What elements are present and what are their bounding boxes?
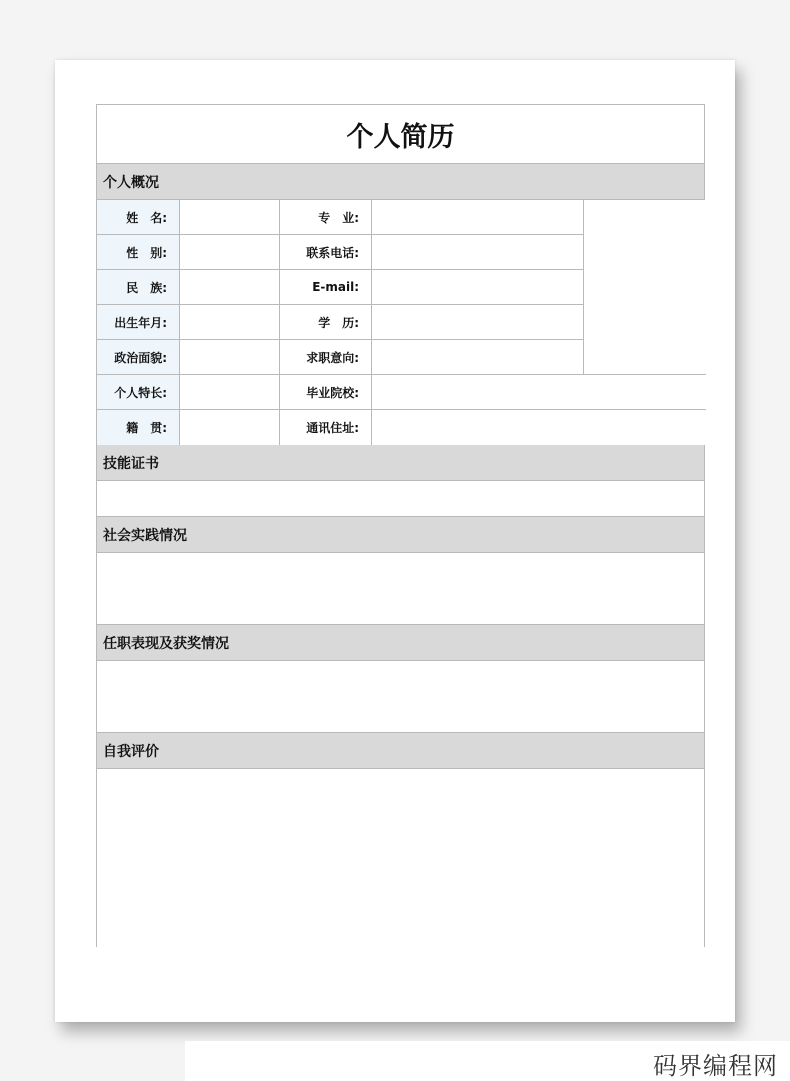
field-label-right: 求职意向: — [280, 340, 372, 375]
field-value-left[interactable] — [180, 410, 280, 445]
resume-table — [96, 104, 705, 947]
field-value-left[interactable] — [180, 305, 280, 340]
section-header-work: 任职表现及获奖情况 — [97, 625, 704, 661]
field-label-right: 通讯住址: — [280, 410, 372, 445]
field-label-left: 姓 名: — [97, 200, 180, 235]
section-header-self: 自我评价 — [97, 733, 704, 769]
field-value-left[interactable] — [180, 270, 280, 305]
skills-content-area[interactable] — [97, 481, 704, 517]
field-value-left[interactable] — [180, 200, 280, 235]
field-label-left: 民 族: — [97, 270, 180, 305]
field-label-right: 专 业: — [280, 200, 372, 235]
practice-content-area[interactable] — [97, 553, 704, 625]
field-label-left: 政治面貌: — [97, 340, 180, 375]
field-label-left: 个人特长: — [97, 375, 180, 410]
field-label-right: 毕业院校: — [280, 375, 372, 410]
page-title: 个人简历 — [97, 105, 704, 164]
site-watermark: 码界编程网 — [653, 1052, 778, 1080]
field-label-left: 性 别: — [97, 235, 180, 270]
section-header-skills: 技能证书 — [97, 445, 704, 481]
field-label-left: 出生年月: — [97, 305, 180, 340]
field-value-right-wide[interactable] — [372, 410, 706, 445]
field-value-left[interactable] — [180, 375, 280, 410]
resume-sheet — [55, 60, 735, 1022]
field-value-right[interactable] — [372, 200, 584, 235]
field-label-right: 联系电话: — [280, 235, 372, 270]
section-header-practice: 社会实践情况 — [97, 517, 704, 553]
work-content-area[interactable] — [97, 661, 704, 733]
field-value-right-wide[interactable] — [372, 375, 706, 410]
field-value-right[interactable] — [372, 270, 584, 305]
field-value-right[interactable] — [372, 340, 584, 375]
field-value-left[interactable] — [180, 340, 280, 375]
field-label-left: 籍 贯: — [97, 410, 180, 445]
photo-area[interactable] — [584, 200, 706, 375]
field-value-right[interactable] — [372, 235, 584, 270]
personal-info-grid — [97, 200, 704, 445]
field-label-right: 学 历: — [280, 305, 372, 340]
field-label-right: E-mail: — [280, 270, 372, 305]
section-header-overview: 个人概况 — [97, 164, 704, 200]
field-value-left[interactable] — [180, 235, 280, 270]
self-evaluation-content-area[interactable] — [97, 769, 704, 947]
field-value-right[interactable] — [372, 305, 584, 340]
